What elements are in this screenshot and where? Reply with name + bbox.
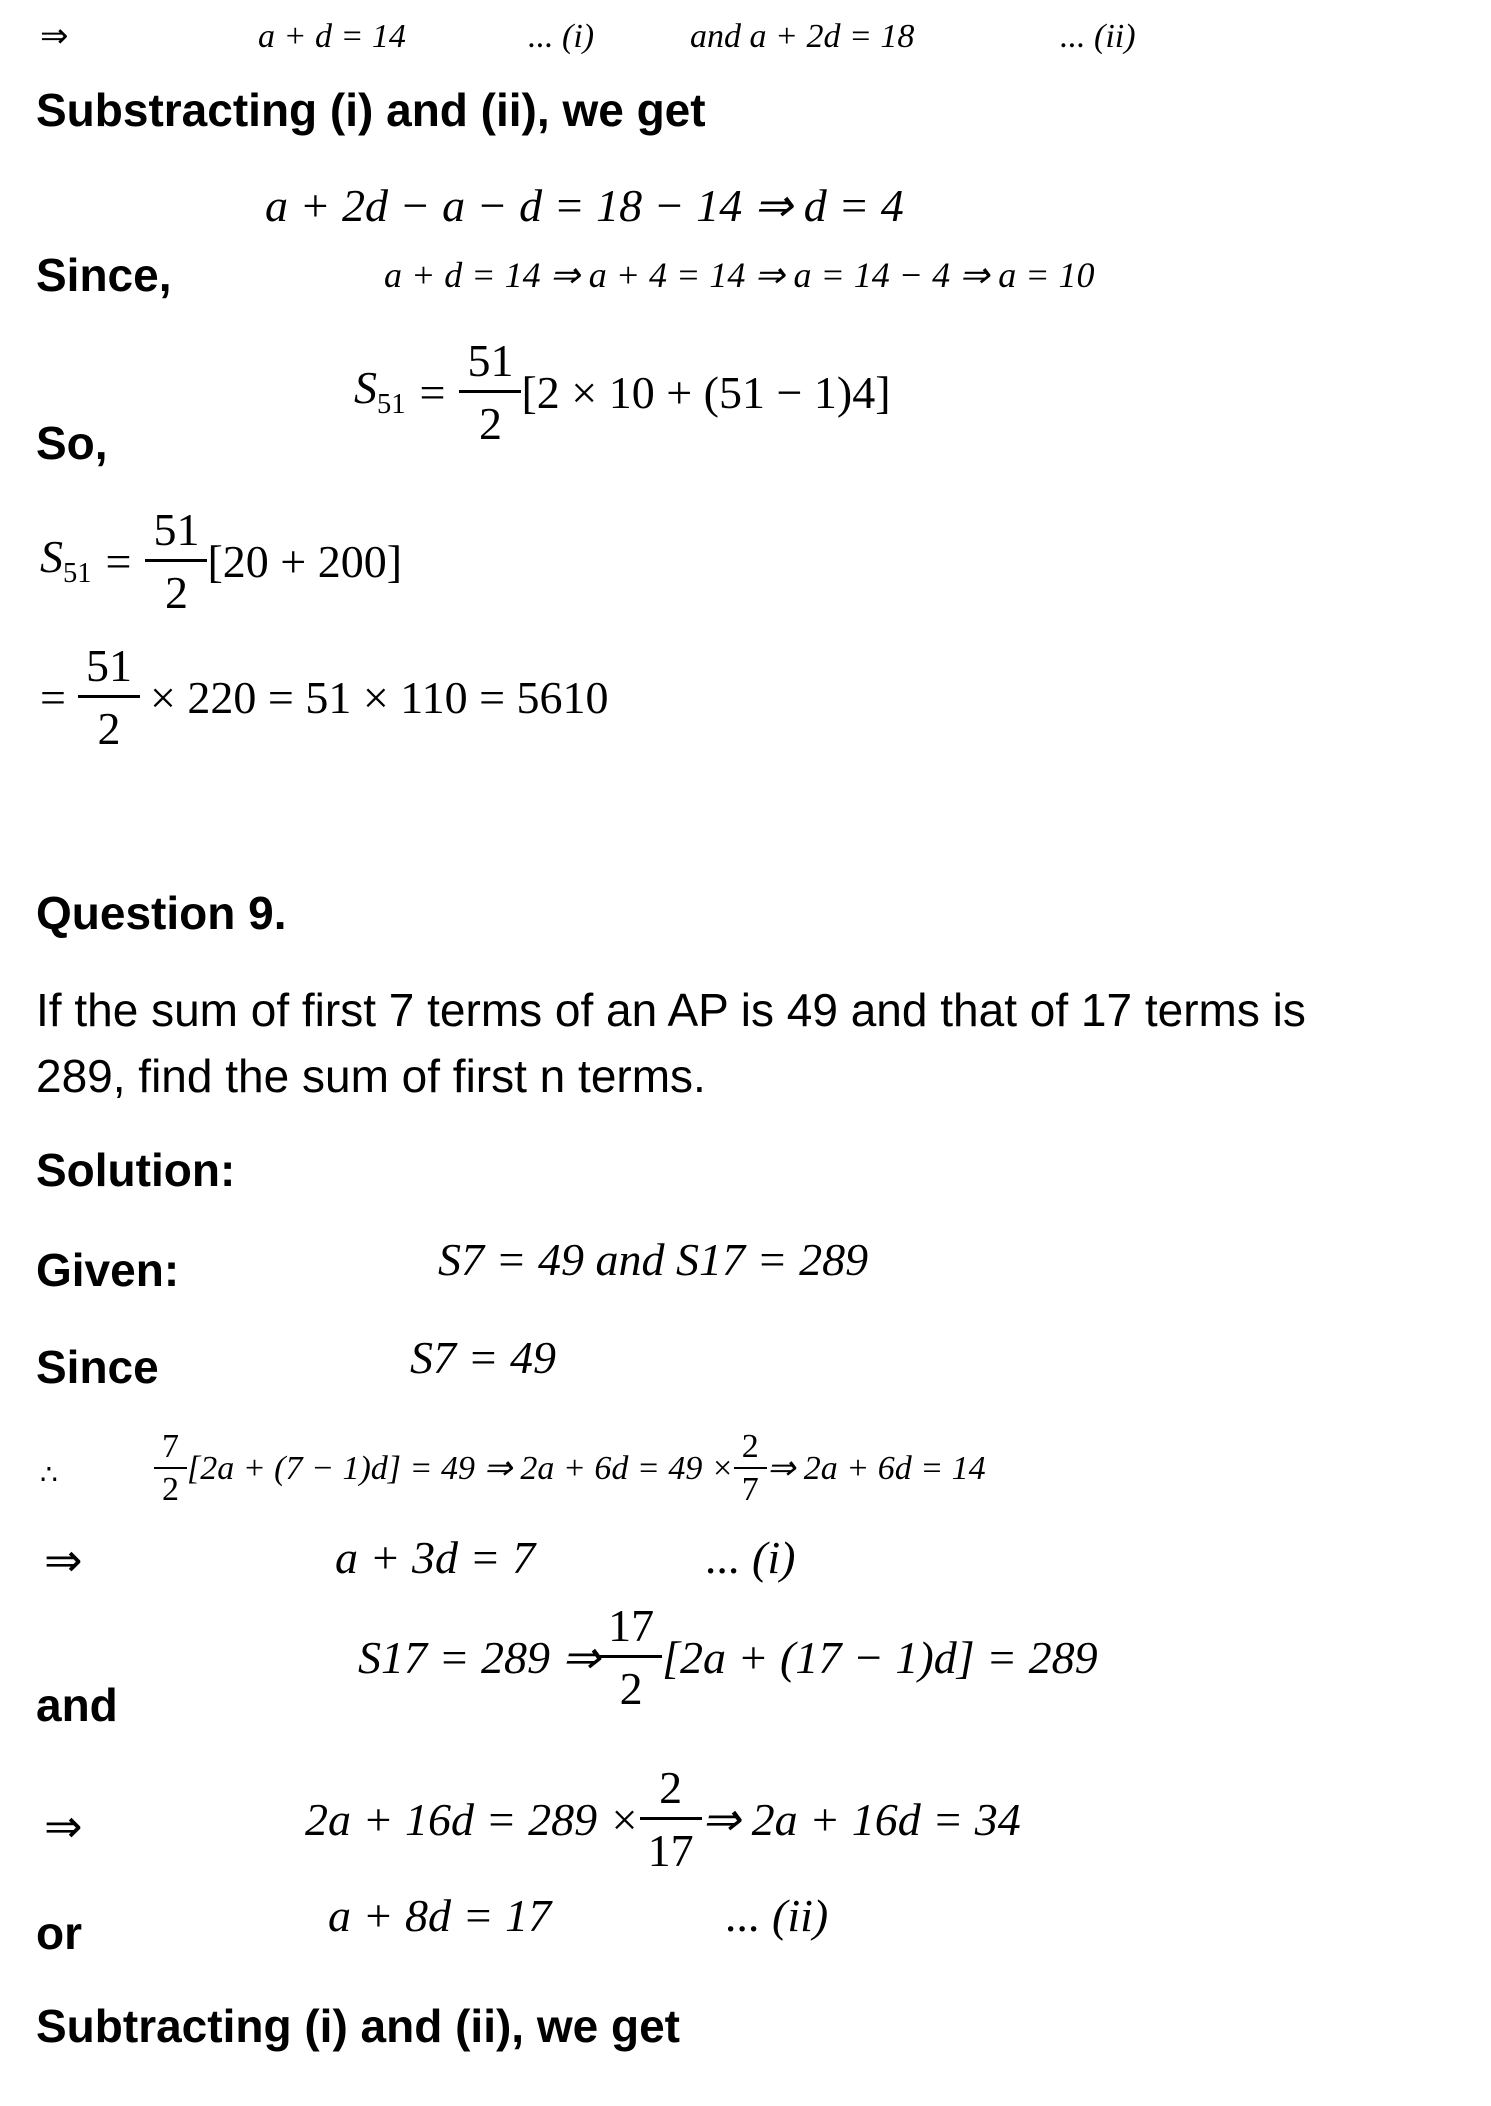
implies-symbol-3: ⇒ bbox=[44, 1801, 83, 1852]
s51-symbol: $S_{51}$ bbox=[354, 362, 406, 421]
label-since: Since, bbox=[36, 249, 172, 301]
question-heading: Question 9. bbox=[36, 887, 287, 939]
equation-i: a + 3d = 7 bbox=[335, 1532, 536, 1583]
therefore-symbol: ∴ bbox=[40, 1460, 58, 1491]
equation-solve-a: a + d = 14 ⇒ a + 4 = 14 ⇒ a = 14 − 4 ⇒ a = 10 bbox=[384, 255, 1095, 295]
equation-tag-i: ... (i) bbox=[528, 18, 595, 55]
fraction-51-over-2-c: $\frac{51}{2}$ bbox=[82, 643, 136, 752]
equation-a-plus-2d: and a + 2d = 18 bbox=[690, 18, 915, 55]
label-since-2: Since bbox=[36, 1341, 159, 1393]
fraction-2-over-7: $\frac{2}{7}$ bbox=[738, 1430, 763, 1507]
equation-tag-ii-2: ... (ii) bbox=[726, 1890, 829, 1941]
equation-tag-ii: ... (ii) bbox=[1060, 18, 1136, 55]
label-and: and bbox=[36, 1679, 118, 1731]
step-heading-subtracting-2: Subtracting (i) and (ii), we get bbox=[36, 2000, 680, 2052]
equation-s51-simplified: $S_{51}$ = $\frac{51}{2}$ [20 + 200] bbox=[40, 504, 403, 618]
question-text-line-2: 289, find the sum of first n terms. bbox=[36, 1050, 706, 1102]
fraction-51-over-2: $\frac{51}{2}$ bbox=[463, 338, 517, 447]
equation-solve-d: a + 2d − a − d = 18 − 14 ⇒ d = 4 bbox=[265, 180, 904, 231]
equation-s51-result: = $\frac{51}{2}$ × 220 = 51 × 110 = 5610 bbox=[40, 640, 609, 754]
equation-ii: a + 8d = 17 bbox=[328, 1890, 552, 1941]
solution-heading: Solution: bbox=[36, 1144, 236, 1196]
fraction-17-over-2: $\frac{17}{2}$ bbox=[604, 1603, 658, 1712]
equation-a-plus-d: a + d = 14 bbox=[258, 18, 406, 55]
equation-given: S7 = 49 and S17 = 289 bbox=[438, 1234, 869, 1285]
question-text-line-1: If the sum of first 7 terms of an AP is 49 and that of 17 terms is bbox=[36, 984, 1306, 1036]
step-heading-subtracting: Substracting (i) and (ii), we get bbox=[36, 84, 706, 136]
label-or: or bbox=[36, 1907, 82, 1959]
fraction-7-over-2: $\frac{7}{2}$ bbox=[158, 1430, 183, 1507]
equation-s17: S17 = 289 ⇒ $\frac{17}{2}$ [2a + (17 − 1)d] = 289 bbox=[358, 1600, 1098, 1714]
implies-symbol: ⇒ bbox=[40, 18, 69, 55]
fraction-51-over-2-b: $\frac{51}{2}$ bbox=[149, 507, 203, 616]
label-given: Given: bbox=[36, 1244, 180, 1296]
equation-s17-simplified: 2a + 16d = 289 × $\frac{2}{17}$ ⇒ 2a + 16d = 34 bbox=[305, 1762, 1021, 1876]
equation-s7: S7 = 49 bbox=[410, 1332, 557, 1383]
equation-s7-expanded: $\frac{7}{2}$ [2a + (7 − 1)d] = 49 ⇒ 2a + 6d = 49 × $\frac{2}{7}$ ⇒ 2a + 6d = 14 bbox=[154, 1430, 986, 1507]
label-so: So, bbox=[36, 417, 108, 469]
implies-symbol-2: ⇒ bbox=[44, 1535, 83, 1586]
equation-s51-formula: $S_{51}$ = $\frac{51}{2}$ [2 × 10 + (51 − 1)4] bbox=[354, 335, 891, 449]
equation-tag-i-2: ... (i) bbox=[706, 1532, 796, 1583]
fraction-2-over-17: $\frac{2}{17}$ bbox=[644, 1765, 698, 1874]
